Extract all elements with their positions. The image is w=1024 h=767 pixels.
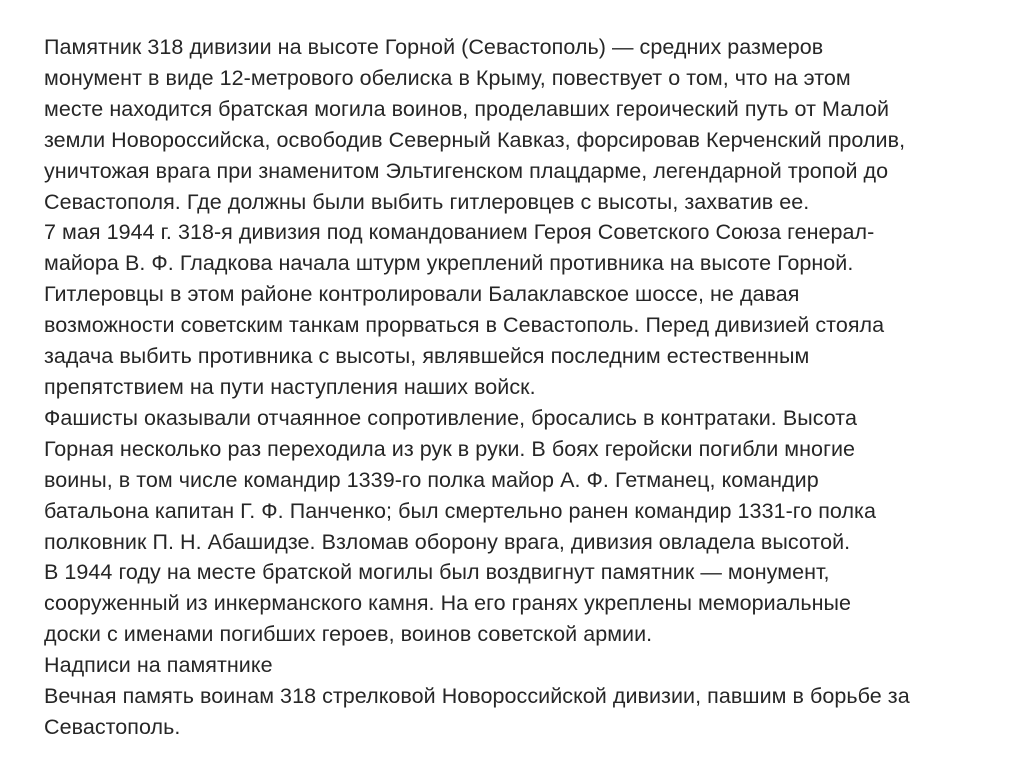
text-line-20: доски с именами погибших героев, воинов советской армии. bbox=[44, 622, 653, 647]
text-line-14: Горная несколько раз переходила из рук в руки. В боях геройски погибли многие bbox=[44, 436, 856, 461]
text-line-23: Севастополь. bbox=[44, 714, 181, 739]
text-line-18: В 1944 году на месте братской могилы был воздвигнут памятник — монумент, bbox=[44, 560, 830, 585]
text-line-5: уничтожая врага при знаменитом Эльтигенском плацдарме, легендарной тропой до bbox=[44, 158, 889, 183]
text-line-17: полковник П. Н. Абашидзе. Взломав оборону врага, дивизия овладела высотой. bbox=[44, 529, 851, 554]
text-line-9: Гитлеровцы в этом районе контролировали Балаклавское шоссе, не давая bbox=[44, 282, 800, 307]
text-line-6: Севастополя. Где должны были выбить гитлеровцев с высоты, захватив ее. bbox=[44, 189, 810, 214]
text-line-7: 7 мая 1944 г. 318-я дивизия под командованием Героя Советского Союза генерал- bbox=[44, 220, 875, 245]
text-line-8: майора В. Ф. Гладкова начала штурм укреплений противника на высоте Горной. bbox=[44, 251, 854, 276]
text-line-19: сооруженный из инкерманского камня. На его гранях укреплены мемориальные bbox=[44, 591, 852, 616]
text-line-16: батальона капитан Г. Ф. Панченко; был смертельно ранен командир 1331-го полка bbox=[44, 498, 876, 523]
text-line-1: Памятник 318 дивизии на высоте Горной (Севастополь) — средних размеров bbox=[44, 35, 824, 59]
text-line-4: земли Новороссийска, освободив Северный Кавказ, форсировав Керченский пролив, bbox=[44, 127, 906, 152]
text-line-12: препятствием на пути наступления наших войск. bbox=[44, 374, 536, 399]
text-line-22: Вечная память воинам 318 стрелковой Новороссийской дивизии, павшим в борьбе за bbox=[44, 684, 910, 709]
text-line-10: возможности советским танкам прорваться в Севастополь. Перед дивизией стояла bbox=[44, 313, 885, 338]
text-line-21: Надписи на памятнике bbox=[44, 653, 273, 678]
text-line-11: задача выбить противника с высоты, являвшейся последним естественным bbox=[44, 344, 810, 369]
text-line-2: монумент в виде 12-метрового обелиска в Крыму, повествует о том, что на этом bbox=[44, 65, 851, 90]
document-text bbox=[44, 32, 1019, 743]
text-line-13: Фашисты оказывали отчаянное сопротивление, бросались в контратаки. Высота bbox=[44, 405, 857, 430]
text-line-15: воины, в том числе командир 1339-го полка майор А. Ф. Гетманец, командир bbox=[44, 467, 819, 492]
text-line-3: месте находится братская могила воинов, проделавших героический путь от Малой bbox=[44, 96, 890, 121]
